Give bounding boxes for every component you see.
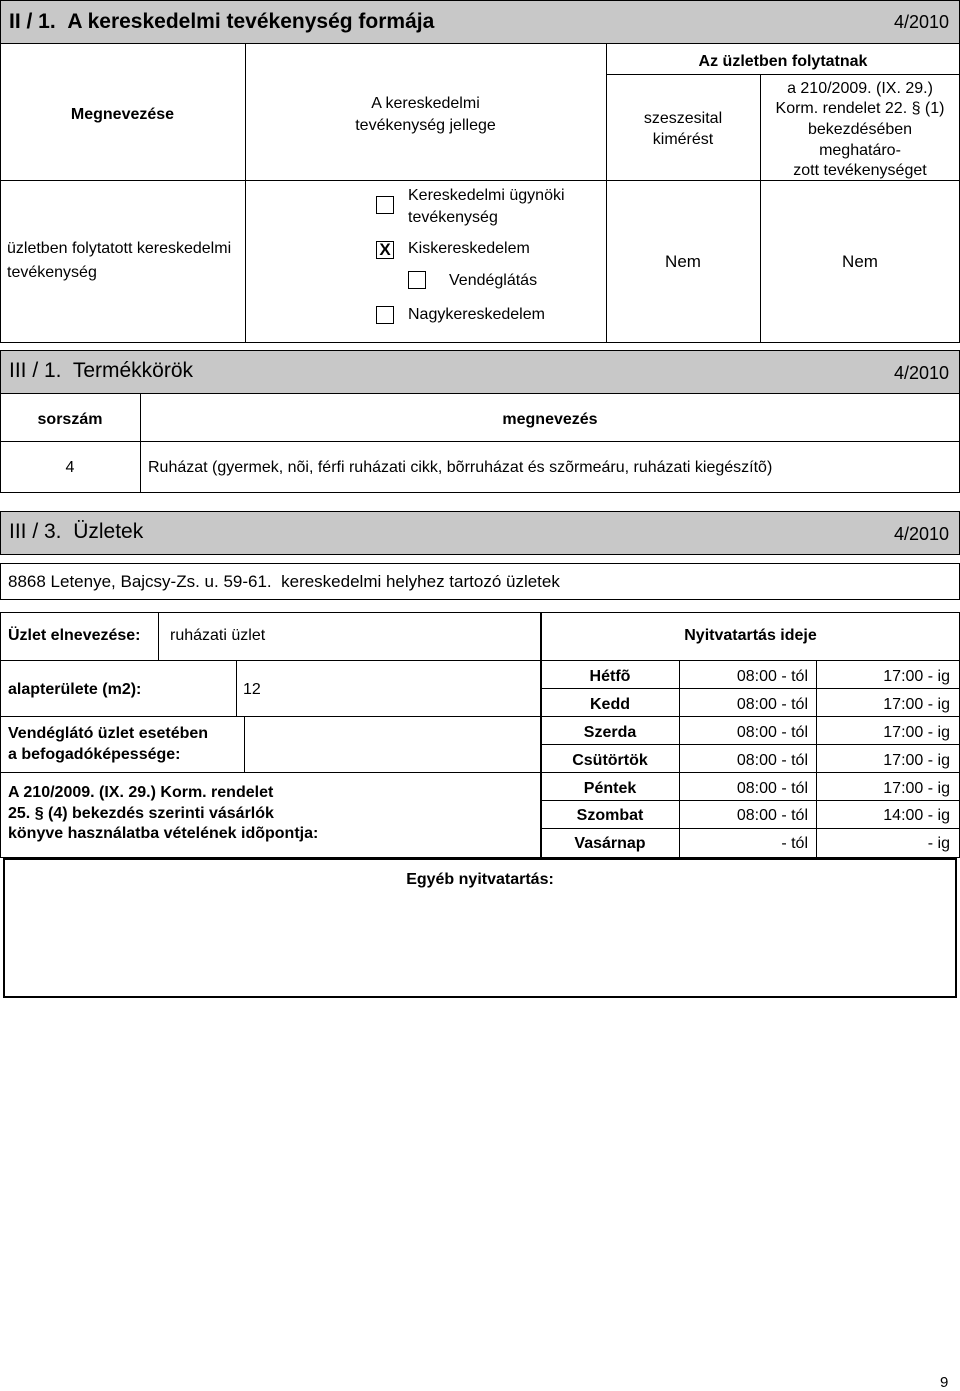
section-title: III / 1. Termékkörök [9, 359, 194, 382]
hours-to-friday: 17:00 - ig [883, 780, 950, 797]
section-year: 4/2010 [893, 12, 949, 32]
capacity-label-2: a befogadóképessége: [8, 746, 181, 763]
col-header-reg-1: a 210/2009. (IX. 29.) [787, 80, 933, 97]
hours-day-thursday: Csütörtök [572, 752, 648, 769]
hours-from-monday: 08:00 - tól [736, 668, 808, 685]
page-number: 9 [940, 1374, 949, 1391]
book-label-1: A 210/2009. (IX. 29.) Korm. rendelet [8, 784, 274, 801]
col-header-product-name: megnevezés [502, 411, 598, 428]
col-header-nature-1: A kereskedelmi [371, 95, 480, 112]
alcohol-value: Nem [665, 252, 701, 271]
section-header-product-groups [0, 350, 960, 394]
hours-to-sunday: - ig [927, 835, 950, 852]
checkbox-retail[interactable]: X [376, 241, 394, 259]
checkbox-catering[interactable] [408, 271, 426, 289]
hours-day-monday: Hétfõ [589, 668, 631, 685]
option-retail: Kiskereskedelem [408, 240, 530, 257]
hours-from-wednesday: 08:00 - tól [736, 724, 808, 741]
hours-day-friday: Péntek [583, 780, 637, 797]
col-header-alcohol-1: szeszesital [643, 110, 723, 127]
hours-day-wednesday: Szerda [583, 724, 637, 741]
col-header-serial: sorszám [37, 411, 103, 428]
col-header-reg-4: meghatáro- [819, 142, 901, 159]
shop-address: 8868 Letenye, Bajcsy-Zs. u. 59-61. kereskedelmi helyhez tartozó üzletek [8, 572, 560, 591]
checkbox-agent-activity[interactable] [376, 196, 394, 214]
col-header-group: Az üzletben folytatnak [698, 53, 868, 70]
col-header-name: Megnevezése [70, 106, 175, 123]
option-agent-2: tevékenység [408, 209, 498, 226]
col-header-reg-3: bekezdésében [807, 121, 913, 138]
hours-header: Nyitvatartás ideje [684, 627, 817, 644]
col-header-alcohol-2: kimérést [652, 131, 714, 148]
product-row-serial: 4 [65, 459, 75, 476]
hours-to-saturday: 14:00 - ig [883, 807, 950, 824]
hours-to-tuesday: 17:00 - ig [883, 696, 950, 713]
shop-name-label: Üzlet elnevezése: [8, 627, 141, 644]
book-label-2: 25. § (4) bekezdés szerinti vásárlók [8, 805, 274, 822]
row-name-1: üzletben folytatott kereskedelmi [7, 240, 232, 257]
product-row-name: Ruházat (gyermek, nõi, férfi ruházati cikk, bõrruházat és szõrmeáru, ruházati kiegészítõ) [148, 459, 773, 476]
section-title: II / 1. A kereskedelmi tevékenység formája [9, 10, 435, 33]
section-title: III / 3. Üzletek [9, 520, 144, 543]
col-header-nature-2: tevékenység jellege [355, 117, 496, 134]
option-wholesale: Nagykereskedelem [408, 306, 545, 323]
hours-from-tuesday: 08:00 - tól [736, 696, 808, 713]
row-name-2: tevékenység [7, 264, 97, 281]
hours-from-saturday: 08:00 - tól [736, 807, 808, 824]
hours-to-wednesday: 17:00 - ig [883, 724, 950, 741]
hours-to-monday: 17:00 - ig [883, 668, 950, 685]
hours-from-sunday: - tól [781, 835, 808, 852]
hours-day-sunday: Vasárnap [574, 835, 646, 852]
hours-day-tuesday: Kedd [590, 696, 630, 713]
col-header-reg-2: Korm. rendelet 22. § (1) [775, 100, 945, 117]
section-header-shops [0, 511, 960, 555]
other-hours-label: Egyéb nyitvatartás: [406, 871, 554, 888]
col-header-reg-5: zott tevékenységet [793, 162, 927, 179]
section-year: 4/2010 [893, 524, 949, 544]
option-agent-1: Kereskedelmi ügynöki [408, 187, 565, 204]
hours-day-saturday: Szombat [576, 807, 644, 824]
hours-to-thursday: 17:00 - ig [883, 752, 950, 769]
shop-name-value: ruházati üzlet [170, 627, 266, 644]
checkbox-wholesale[interactable] [376, 306, 394, 324]
area-value: 12 [243, 681, 261, 698]
section-header-activity-form [0, 0, 960, 44]
option-catering: Vendéglátás [449, 272, 538, 289]
reg-activity-value: Nem [842, 252, 878, 271]
section-year: 4/2010 [893, 363, 949, 383]
hours-from-friday: 08:00 - tól [736, 780, 808, 797]
hours-from-thursday: 08:00 - tól [736, 752, 808, 769]
area-label: alapterülete (m2): [8, 681, 142, 698]
capacity-label-1: Vendéglátó üzlet esetében [8, 725, 209, 742]
book-label-3: könyve használatba vételének idõpontja: [8, 825, 319, 842]
